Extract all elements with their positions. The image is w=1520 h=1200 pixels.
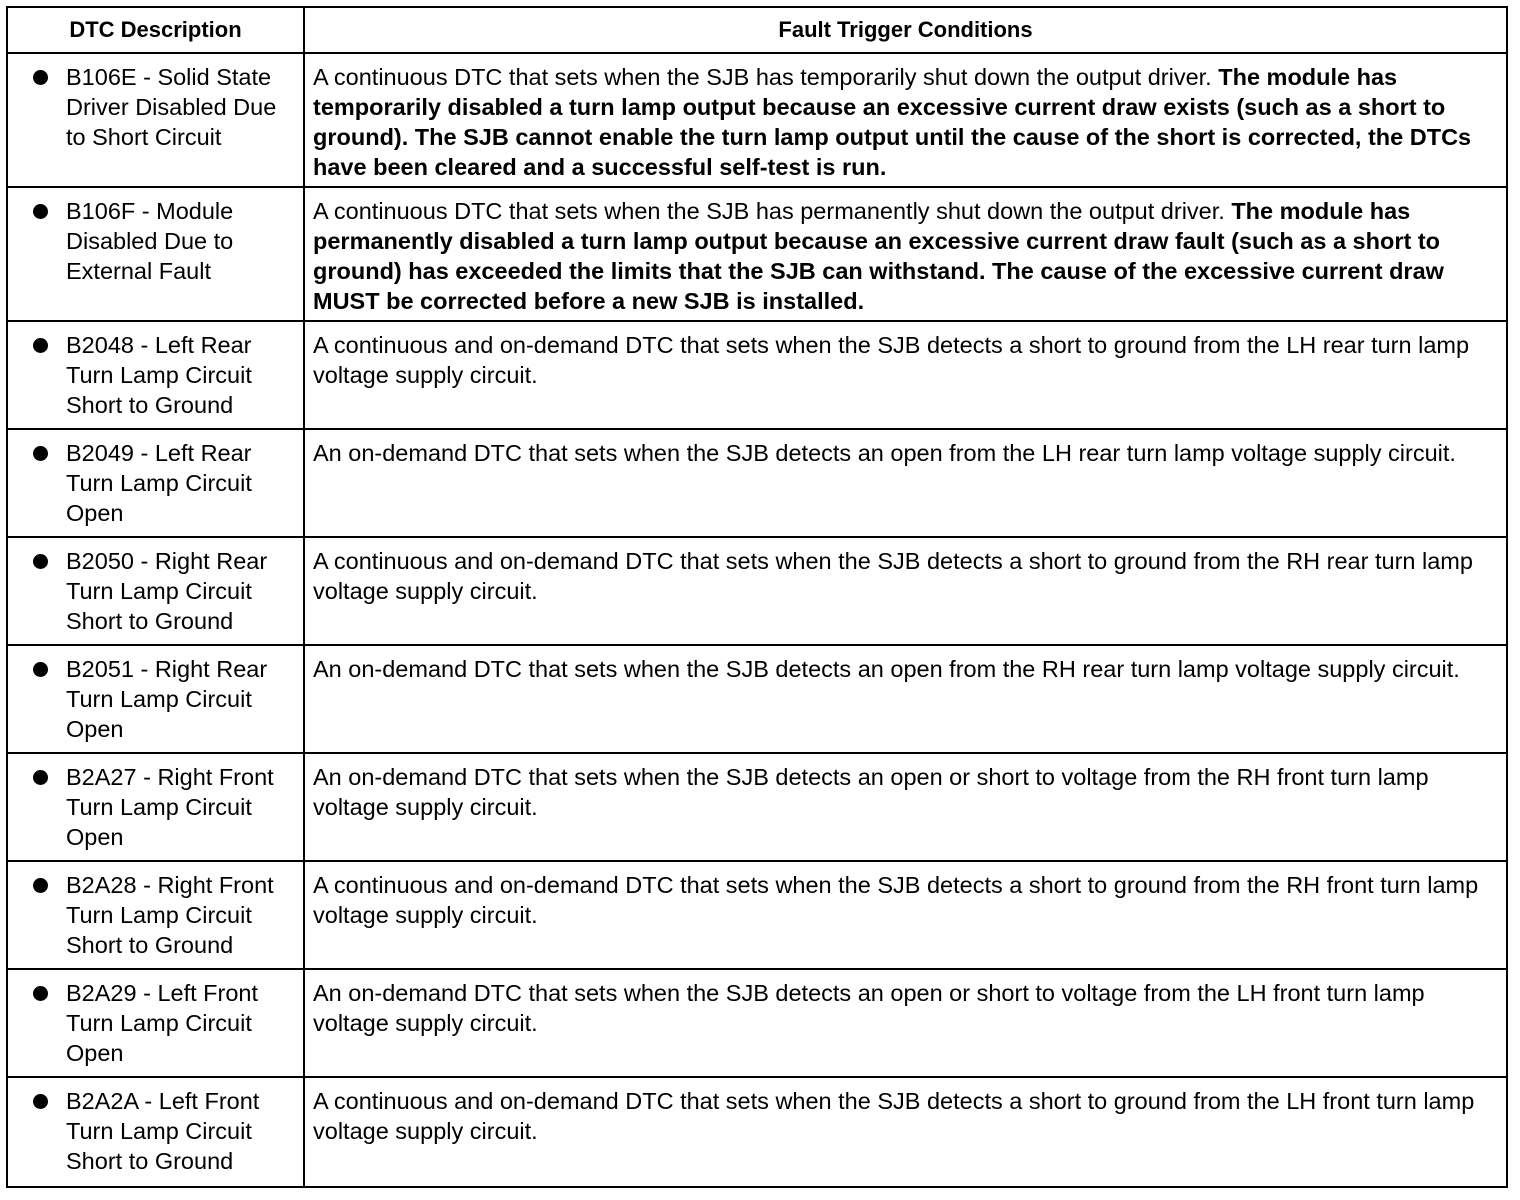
fault-condition-cell (304, 969, 1507, 1077)
header-fault-trigger-conditions: Fault Trigger Conditions (304, 7, 1507, 53)
dtc-description: B2049 - Left Rear Turn Lamp Circuit Open (66, 440, 252, 526)
bullet-icon (33, 446, 48, 461)
table-row (7, 321, 1507, 429)
fault-condition-text: An on-demand DTC that sets when the SJB detects an open from the LH rear turn lamp voltage supply circuit. (313, 440, 1456, 466)
dtc-description-cell (7, 321, 304, 429)
dtc-description-cell (7, 187, 304, 321)
fault-condition-text: A continuous and on-demand DTC that sets when the SJB detects a short to ground from the RH rear turn lamp voltage supply circuit. (313, 548, 1473, 604)
table-row (7, 429, 1507, 537)
dtc-description: B2A2A - Left Front Turn Lamp Circuit Short to Ground (66, 1088, 260, 1174)
dtc-description-cell (7, 861, 304, 969)
bullet-icon (33, 770, 48, 785)
fault-condition-cell (304, 537, 1507, 645)
bullet-icon (33, 554, 48, 569)
fault-condition-cell (304, 1077, 1507, 1187)
dtc-description-cell (7, 645, 304, 753)
dtc-description: B2A28 - Right Front Turn Lamp Circuit Short to Ground (66, 872, 274, 958)
dtc-description: B2050 - Right Rear Turn Lamp Circuit Short to Ground (66, 548, 268, 634)
table-row (7, 861, 1507, 969)
table-row (7, 53, 1507, 187)
dtc-description-cell (7, 429, 304, 537)
fault-condition-text: A continuous and on-demand DTC that sets when the SJB detects a short to ground from the RH front turn lamp voltage supply circuit. (313, 872, 1479, 928)
dtc-description: B2A29 - Left Front Turn Lamp Circuit Open (66, 980, 259, 1066)
fault-condition-cell (304, 645, 1507, 753)
fault-condition-cell (304, 187, 1507, 321)
bullet-icon (33, 338, 48, 353)
fault-condition-bold-text: The module has temporarily disabled a turn lamp output because an excessive current draw exists (such as a short to ground). The SJB cannot enable the turn lamp output until the cause of the short is corrected, the DTCs have been cleared and a successful self-test is run. (313, 64, 1472, 180)
fault-condition-text: An on-demand DTC that sets when the SJB detects an open or short to voltage from the RH front turn lamp voltage supply circuit. (313, 764, 1429, 820)
fault-condition-cell (304, 53, 1507, 187)
dtc-description-cell (7, 537, 304, 645)
dtc-description-cell (7, 1077, 304, 1187)
fault-condition-text: A continuous DTC that sets when the SJB has temporarily shut down the output driver. (313, 64, 1219, 90)
dtc-description-cell (7, 969, 304, 1077)
header-row (7, 7, 1507, 53)
fault-condition-text: A continuous and on-demand DTC that sets when the SJB detects a short to ground from the LH rear turn lamp voltage supply circuit. (313, 332, 1470, 388)
dtc-table (6, 6, 1508, 1188)
table-row (7, 645, 1507, 753)
fault-condition-text: An on-demand DTC that sets when the SJB detects an open or short to voltage from the LH front turn lamp voltage supply circuit. (313, 980, 1425, 1036)
table-row (7, 537, 1507, 645)
fault-condition-cell (304, 861, 1507, 969)
bullet-icon (33, 1094, 48, 1109)
bullet-icon (33, 986, 48, 1001)
fault-condition-text: A continuous DTC that sets when the SJB has permanently shut down the output driver. (313, 198, 1232, 224)
dtc-description: B2051 - Right Rear Turn Lamp Circuit Open (66, 656, 268, 742)
table-row (7, 187, 1507, 321)
dtc-description: B2048 - Left Rear Turn Lamp Circuit Short to Ground (66, 332, 252, 418)
bullet-icon (33, 70, 48, 85)
dtc-description: B106F - Module Disabled Due to External Fault (66, 198, 234, 284)
fault-condition-text: An on-demand DTC that sets when the SJB detects an open from the RH rear turn lamp voltage supply circuit. (313, 656, 1460, 682)
header-dtc-description: DTC Description (7, 7, 304, 53)
table-row (7, 1077, 1507, 1187)
table-row (7, 753, 1507, 861)
bullet-icon (33, 662, 48, 677)
dtc-description: B2A27 - Right Front Turn Lamp Circuit Open (66, 764, 274, 850)
dtc-description-cell (7, 753, 304, 861)
dtc-description-cell (7, 53, 304, 187)
dtc-description: B106E - Solid State Driver Disabled Due to Short Circuit (66, 64, 277, 150)
bullet-icon (33, 878, 48, 893)
fault-condition-cell (304, 321, 1507, 429)
fault-condition-cell (304, 429, 1507, 537)
table-row (7, 969, 1507, 1077)
fault-condition-cell (304, 753, 1507, 861)
fault-condition-text: A continuous and on-demand DTC that sets when the SJB detects a short to ground from the LH front turn lamp voltage supply circuit. (313, 1088, 1475, 1144)
bullet-icon (33, 204, 48, 219)
fault-condition-bold-text: The module has permanently disabled a turn lamp output because an excessive current draw fault (such as a short to ground) has exceeded the limits that the SJB can withstand. The cause of the excessive current draw MUST be corrected before a new SJB is installed. (313, 198, 1444, 314)
